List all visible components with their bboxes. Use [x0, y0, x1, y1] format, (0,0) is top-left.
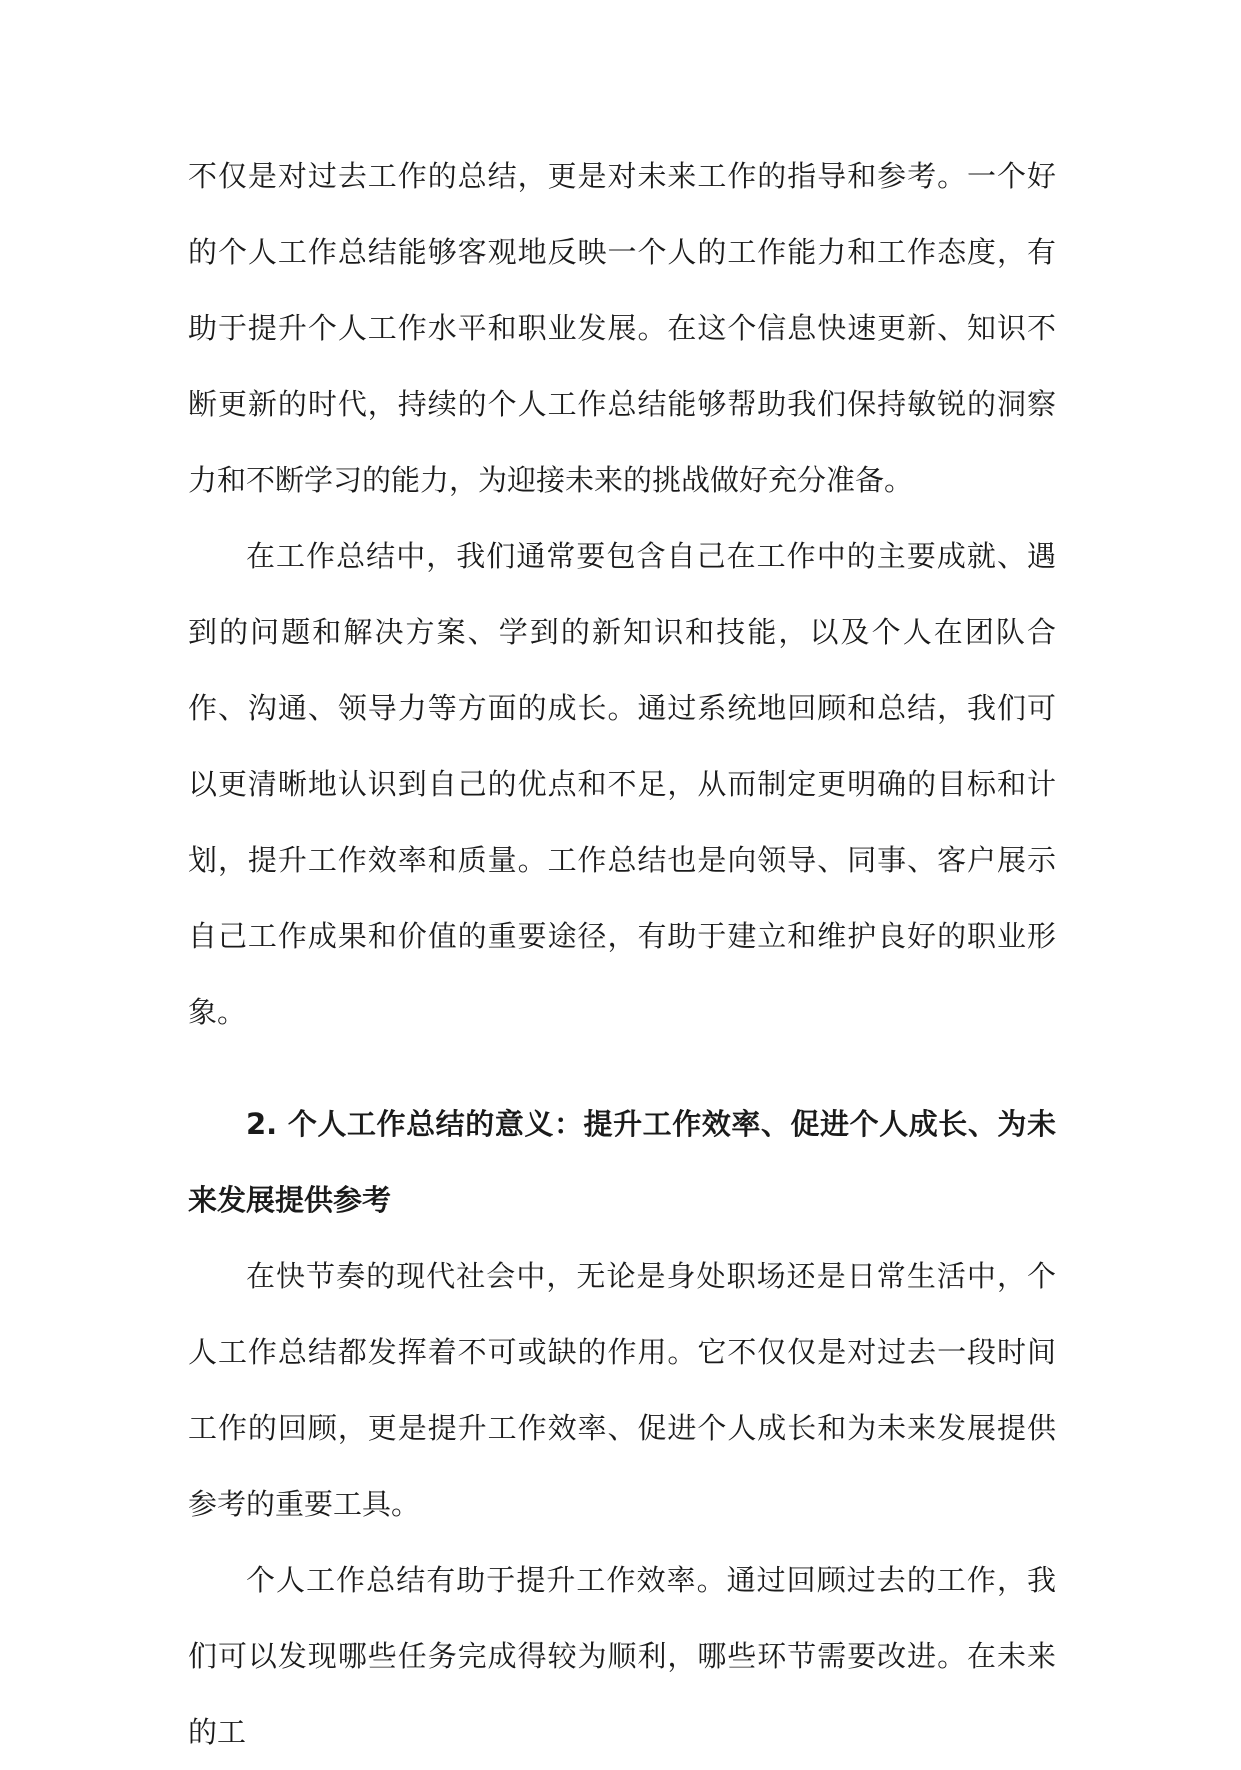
paragraph-continuation: 不仅是对过去工作的总结，更是对未来工作的指导和参考。一个好的个人工作总结能够客观地反映一个人的工作能力和工作态度，有助于提升个人工作水平和职业发展。在这个信息快速更新、知识不断更新的时代，持续的个人工作总结能够帮助我们保持敏锐的洞察力和不断学习的能力，为迎接未来的挑战做好充分准备。: [188, 159, 1056, 497]
paragraph-efficiency: 个人工作总结有助于提升工作效率。通过回顾过去的工作，我们可以发现哪些任务完成得较为顺利，哪些环节需要改进。在未来的工: [188, 1563, 1056, 1749]
section-heading: 2. 个人工作总结的意义：提升工作效率、促进个人成长、为未来发展提供参考: [188, 1107, 1056, 1217]
paragraph-summary-contents: 在工作总结中，我们通常要包含自己在工作中的主要成就、遇到的问题和解决方案、学到的新知识和技能，以及个人在团队合作、沟通、领导力等方面的成长。通过系统地回顾和总结，我们可以更清晰地认识到自己的优点和不足，从而制定更明确的目标和计划，提升工作效率和质量。工作总结也是向领导、同事、客户展示自己工作成果和价值的重要途径，有助于建立和维护良好的职业形象。: [188, 539, 1056, 1029]
document-body: [188, 138, 1056, 1770]
paragraph-significance: 在快节奏的现代社会中，无论是身处职场还是日常生活中，个人工作总结都发挥着不可或缺的作用。它不仅仅是对过去一段时间工作的回顾，更是提升工作效率、促进个人成长和为未来发展提供参考的重要工具。: [188, 1259, 1056, 1521]
